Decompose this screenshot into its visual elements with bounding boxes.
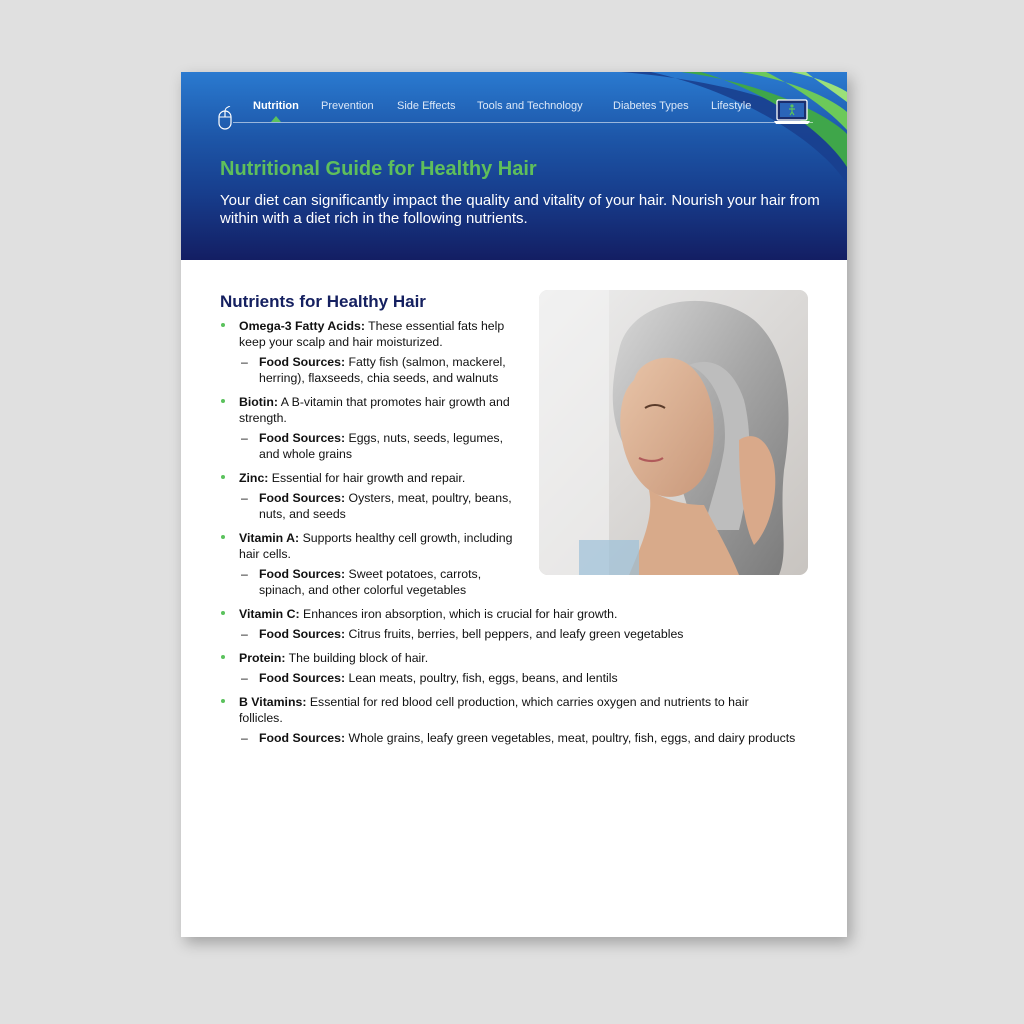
nutrient-desc: Supports healthy cell growth, including hair cells. [239,531,513,561]
nav-item-lifestyle[interactable] [711,100,751,112]
nav-item-label: Diabetes Types [613,100,689,112]
food-sources: – Food Sources: Eggs, nuts, seeds, legumes, and whole grains [241,431,503,461]
bullet-dot [221,399,225,403]
page-title: Nutritional Guide for Healthy Hair [220,158,537,180]
food-text: Whole grains, leafy green vegetables, meat, poultry, fish, eggs, and dairy products [348,731,796,745]
header-banner [181,72,847,260]
food-text: Oysters, meat, poultry, beans, nuts, and seeds [259,491,512,521]
nutrient-name: Zinc: [239,471,269,485]
nav-item-diabetes-types[interactable] [613,100,689,112]
nutrient-description [239,318,520,350]
nutrient-desc: Essential for red blood cell production, which carries oxygen and nutrients to hair follicles. [239,695,749,725]
nutrient-name: B Vitamins: [239,695,307,709]
list-item [220,318,520,386]
food-sources: – Food Sources: Lean meats, poultry, fish, eggs, beans, and lentils [241,671,618,685]
nutrient-description [239,530,520,562]
food-label: Food Sources: [259,671,346,685]
nutrient-description [239,394,520,426]
food-label: Food Sources: [259,355,346,369]
bullet-dot [221,699,225,703]
nutrient-description [239,694,750,726]
food-text: Lean meats, poultry, fish, eggs, beans, and lentils [348,671,618,685]
bullet-dot [221,535,225,539]
intro-paragraph: Your diet can significantly impact the quality and vitality of your hair. Nourish your hair from within with a diet rich in the following nutrients. [220,192,820,227]
nutrient-name: Vitamin C: [239,607,300,621]
list-item [220,694,796,746]
nutrient-desc: Essential for hair growth and repair. [271,471,466,485]
nav-item-nutrition[interactable] [253,100,299,112]
nav-item-label: Prevention [321,100,374,112]
bullet-dot [221,475,225,479]
food-label: Food Sources: [259,567,346,581]
laptop-icon [773,98,811,126]
nutrient-name: Vitamin A: [239,531,300,545]
nutrients-section [220,292,820,754]
nav-item-label: Side Effects [397,100,456,112]
nutrient-desc: Enhances iron absorption, which is crucial for hair growth. [303,607,618,621]
nutrient-desc: The building block of hair. [288,651,429,665]
nav-item-side-effects[interactable] [397,100,456,112]
food-sources: – Food Sources: Sweet potatoes, carrots, spinach, and other colorful vegetables [241,567,482,597]
list-item [220,650,820,686]
nutrient-description [239,606,820,622]
food-text: Eggs, nuts, seeds, legumes, and whole grains [259,431,503,461]
food-label: Food Sources: [259,627,346,641]
list-item [220,530,520,598]
nutrient-desc: These essential fats help keep your scalp and hair moisturized. [239,319,505,349]
nav-item-label: Lifestyle [711,100,752,112]
food-label: Food Sources: [259,731,346,745]
top-navigation [221,100,781,124]
active-indicator [271,116,281,122]
list-item [220,394,520,462]
food-sources: – Food Sources: Fatty fish (salmon, mackerel, herring), flaxseeds, chia seeds, and walnuts [241,355,506,385]
section-title: Nutrients for Healthy Hair [220,292,426,311]
bullet-dot [221,611,225,615]
nav-item-tools-and-technology[interactable] [477,100,583,112]
list-item [220,606,820,642]
food-sources: – Food Sources: Citrus fruits, berries, bell peppers, and leafy green vegetables [241,627,684,641]
nutrient-name: Omega-3 Fatty Acids: [239,319,365,333]
nav-item-label: Tools and Technology [477,100,583,112]
bullet-dot [221,323,225,327]
food-sources: – Food Sources: Oysters, meat, poultry, beans, nuts, and seeds [241,491,512,521]
food-text: Sweet potatoes, carrots, spinach, and other colorful vegetables [259,567,482,597]
nutrient-description [239,470,520,486]
nav-item-prevention[interactable] [321,100,374,112]
food-text: Fatty fish (salmon, mackerel, herring), flaxseeds, chia seeds, and walnuts [259,355,506,385]
food-sources: – Food Sources: Whole grains, leafy green vegetables, meat, poultry, fish, eggs, and dairy products [241,731,796,745]
nutrient-desc: A B-vitamin that promotes hair growth and strength. [239,395,510,425]
nutrient-description [239,650,820,666]
bullet-dot [221,655,225,659]
nav-divider [233,122,813,123]
food-label: Food Sources: [259,431,346,445]
food-label: Food Sources: [259,491,346,505]
nutrient-name: Protein: [239,651,286,665]
document-page [181,72,847,937]
nutrient-name: Biotin: [239,395,278,409]
nav-item-label: Nutrition [253,100,299,112]
food-text: Citrus fruits, berries, bell peppers, and leafy green vegetables [348,627,684,641]
list-item [220,470,520,522]
